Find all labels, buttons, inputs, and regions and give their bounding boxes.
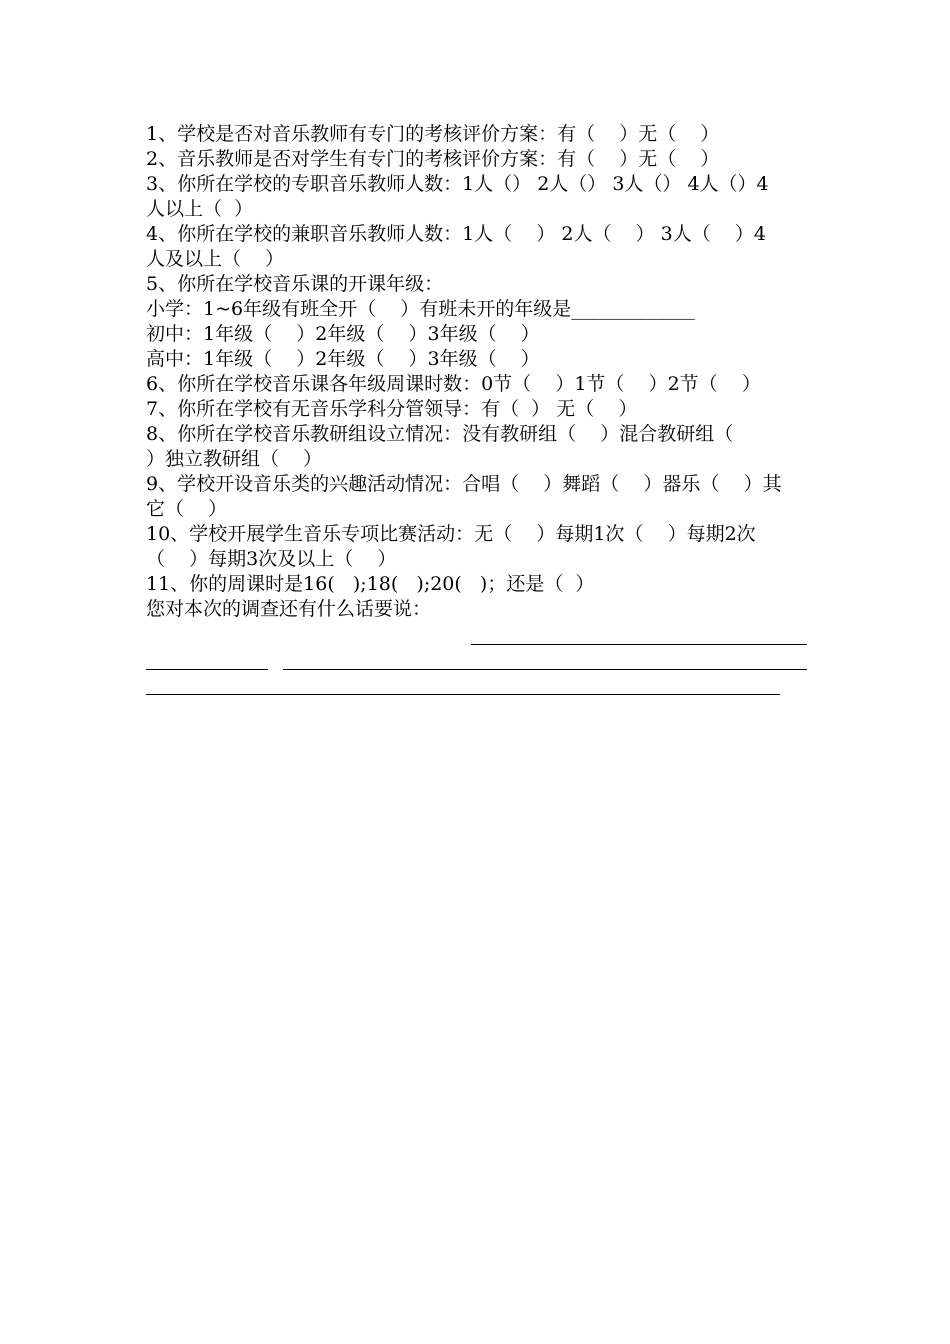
question-1-line: 1、学校是否对音乐教师有专门的考核评价方案：有（ ）无（ ） bbox=[146, 123, 720, 145]
feedback-rule-1 bbox=[471, 644, 807, 645]
questionnaire-body bbox=[146, 122, 810, 672]
senior-high-line: 高中：1年级（ ）2年级（ ）3年级（ ） bbox=[146, 348, 540, 370]
primary-school-line: 小学：1~6年级有班全开（ ）有班未开的年级是_____________ bbox=[146, 298, 695, 320]
question-8-continuation: ）独立教研组（ ） bbox=[146, 448, 323, 470]
question-5-line: 5、你所在学校音乐课的开课年级： bbox=[146, 273, 444, 295]
feedback-prompt-line: 您对本次的调查还有什么话要说： bbox=[146, 598, 432, 620]
question-4-line: 4、你所在学校的兼职音乐教师人数：1人（ ） 2人（ ） 3人（ ）4 bbox=[146, 223, 766, 245]
junior-high-line: 初中：1年级（ ）2年级（ ）3年级（ ） bbox=[146, 323, 540, 345]
question-4-continuation: 人及以上（ ） bbox=[146, 248, 285, 270]
question-3-line: 3、你所在学校的专职音乐教师人数：1人（） 2人（） 3人（） 4人（）4 bbox=[146, 173, 769, 195]
question-6-line: 6、你所在学校音乐课各年级周课时数：0节（ ）1节（ ）2节（ ） bbox=[146, 373, 761, 395]
question-9-continuation: 它（ ） bbox=[146, 498, 228, 520]
question-10-line: 10、学校开展学生音乐专项比赛活动：无（ ）每期1次（ ）每期2次 bbox=[146, 523, 756, 545]
question-7-line: 7、你所在学校有无音乐学科分管领导：有（ ） 无（ ） bbox=[146, 398, 638, 420]
feedback-rule-4 bbox=[146, 694, 780, 695]
question-11-line: 11、你的周课时是16( );18( );20( )；还是（ ） bbox=[146, 573, 595, 595]
question-3-continuation: 人以上（ ） bbox=[146, 198, 254, 220]
question-9-line: 9、学校开设音乐类的兴趣活动情况：合唱（ ）舞蹈（ ）器乐（ ）其 bbox=[146, 473, 782, 495]
question-8-line: 8、你所在学校音乐教研组设立情况：没有教研组（ ）混合教研组（ bbox=[146, 423, 734, 445]
question-10-continuation: （ ）每期3次及以上（ ） bbox=[146, 548, 397, 570]
question-2-line: 2、音乐教师是否对学生有专门的考核评价方案：有（ ）无（ ） bbox=[146, 148, 720, 170]
feedback-rule-2 bbox=[146, 669, 268, 670]
feedback-rule-3 bbox=[283, 669, 807, 670]
